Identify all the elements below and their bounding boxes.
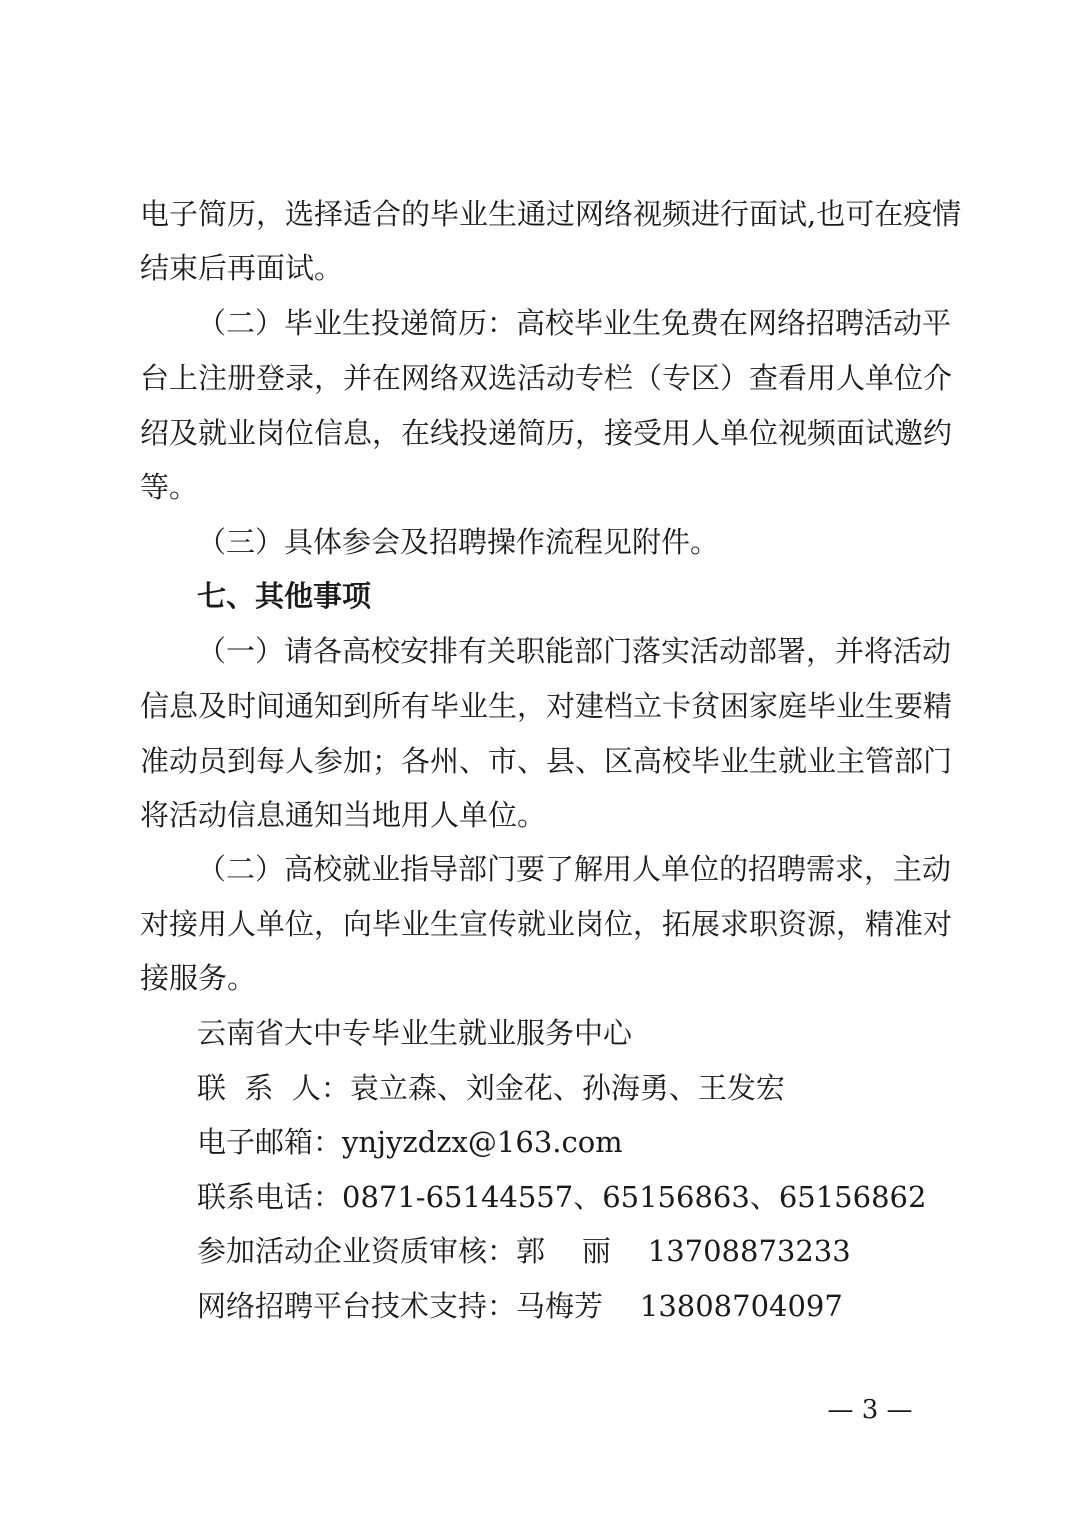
contact-tech-support: 网络招聘平台技术支持：马梅芳 13808704097 [197,1289,843,1323]
body-line-11: 准动员到每人参加；各州、市、县、区高校毕业生就业主管部门 [140,744,953,778]
contact-email: 电子邮箱：ynjyzdzx@163.com [197,1125,623,1159]
section-heading: 七、其他事项 [197,579,372,613]
body-line-3: （二）毕业生投递简历：高校毕业生免费在网络招聘活动平 [197,306,952,340]
body-line-6: 等。 [140,470,199,504]
contact-persons: 联 系 人：袁立森、刘金花、孙海勇、王发宏 [197,1071,785,1105]
contact-review: 参加活动企业资质审核：郭 丽 13708873233 [197,1234,851,1268]
body-line-7: （三）具体参会及招聘操作流程见附件。 [197,525,720,559]
body-line-10: 信息及时间通知到所有毕业生，对建档立卡贫困家庭毕业生要精 [140,689,953,723]
contact-phone: 联系电话：0871-65144557、65156863、65156862 [197,1180,927,1214]
contact-organization: 云南省大中专毕业生就业服务中心 [197,1016,633,1050]
body-line-12: 将活动信息通知当地用人单位。 [140,798,547,832]
page-number: — 3 — [827,1395,913,1425]
body-line-13: （二）高校就业指导部门要了解用人单位的招聘需求，主动 [197,852,952,886]
body-line-5: 绍及就业岗位信息，在线投递简历，接受用人单位视频面试邀约 [140,416,953,450]
body-line-14: 对接用人单位，向毕业生宣传就业岗位，拓展求职资源，精准对 [140,907,953,941]
body-line-15: 接服务。 [140,961,257,995]
body-line-2: 结束后再面试。 [140,251,344,285]
body-line-4: 台上注册登录，并在网络双选活动专栏（专区）查看用人单位介 [140,361,953,395]
body-line-9: （一）请各高校安排有关职能部门落实活动部署，并将活动 [197,634,952,668]
body-line-1: 电子简历，选择适合的毕业生通过网络视频进行面试,也可在疫情 [140,197,962,231]
